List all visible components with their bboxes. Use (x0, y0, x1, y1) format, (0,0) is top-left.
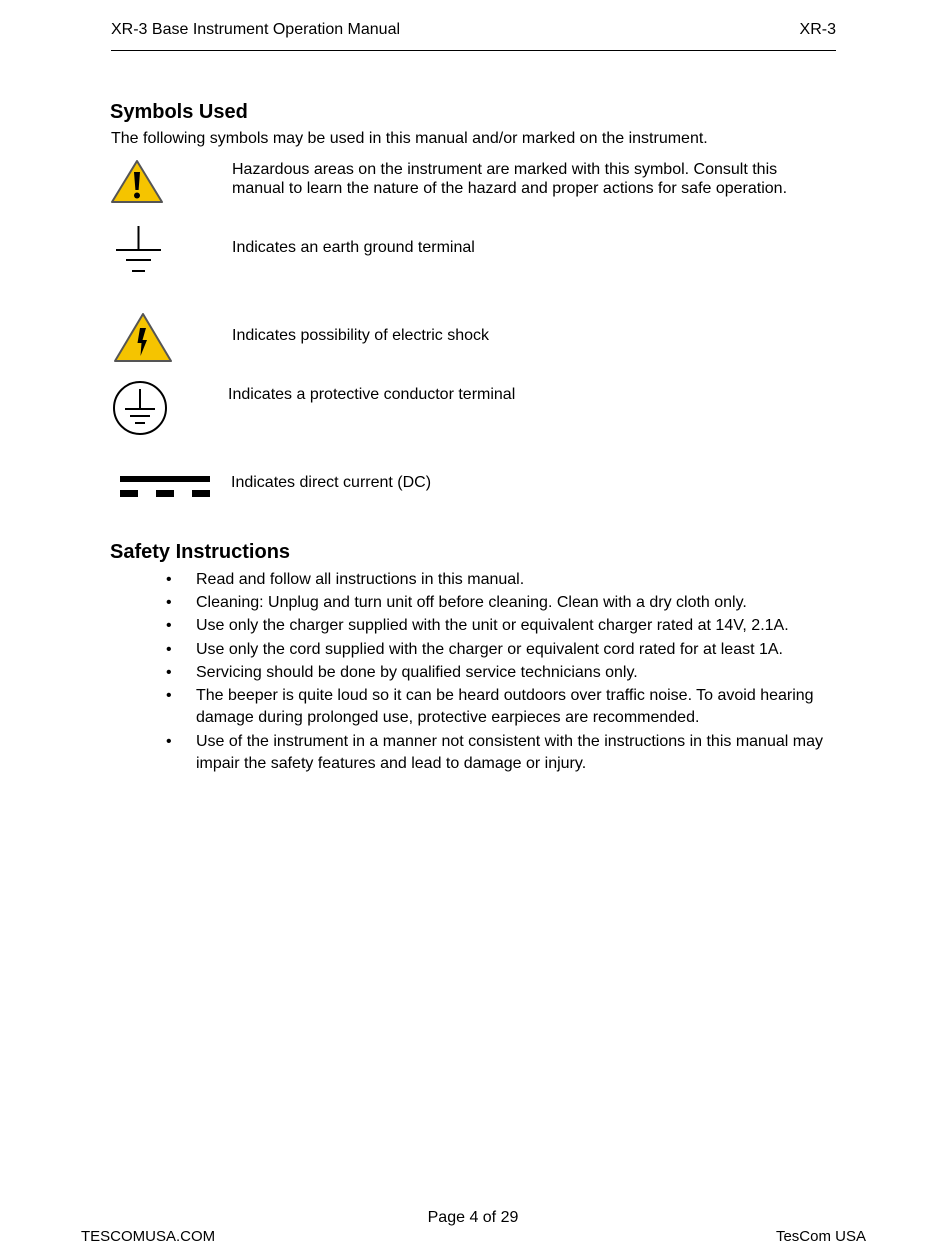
bullet-icon: • (166, 571, 172, 588)
header-divider (111, 50, 836, 51)
list-item (166, 615, 846, 638)
symbol-desc-earth: Indicates an earth ground terminal (232, 239, 475, 256)
page-number: Page 4 of 29 (427, 1209, 519, 1226)
symbol-desc-shock: Indicates possibility of electric shock (232, 327, 489, 344)
symbols-intro: The following symbols may be used in this manual and/or marked on the instrument. (111, 130, 708, 147)
footer-company: TesCom USA (775, 1228, 866, 1245)
bullet-icon: • (166, 594, 172, 612)
bullet-icon: • (166, 617, 172, 635)
list-item (166, 592, 846, 615)
symbol-desc-dc: Indicates direct current (DC) (231, 474, 432, 491)
safety-heading: Safety Instructions (110, 541, 291, 563)
list-item-text: Servicing should be done by qualified service technicians only. (196, 663, 638, 681)
manual-title: XR-3 Base Instrument Operation Manual (111, 21, 401, 38)
list-item (166, 685, 846, 730)
bullet-icon: • (166, 732, 172, 750)
list-item-text: Use only the cord supplied with the charger or equivalent cord rated for at least 1A. (196, 640, 783, 658)
model-label: XR-3 (799, 21, 836, 38)
earth-ground-icon (114, 226, 164, 281)
list-item-text: Use only the charger supplied with the unit or equivalent charger rated at 14V, 2.1A. (196, 617, 789, 635)
list-item (166, 662, 846, 685)
list-item-text: The beeper is quite loud so it can be heard outdoors over traffic noise. To avoid hearing damage during prolonged use, protective earpieces are recommended. (196, 686, 814, 727)
symbol-desc-protective: Indicates a protective conductor terminal (228, 386, 516, 403)
list-item (166, 639, 846, 662)
list-item (166, 569, 846, 592)
bullet-icon: • (166, 663, 172, 681)
warning-triangle-icon (110, 159, 164, 210)
protective-conductor-icon (112, 381, 168, 440)
list-item-text: Read and follow all instructions in this manual. (196, 571, 525, 588)
bullet-icon: • (166, 686, 172, 704)
bullet-icon: • (166, 640, 172, 658)
safety-list (166, 569, 846, 776)
list-item (166, 731, 846, 776)
symbols-heading: Symbols Used (110, 101, 248, 123)
list-item-text: Cleaning: Unplug and turn unit off before cleaning. Clean with a dry cloth only. (196, 594, 747, 612)
electric-shock-icon (113, 312, 173, 369)
direct-current-icon (120, 476, 212, 505)
symbol-desc-hazard: Hazardous areas on the instrument are marked with this symbol. Consult this manual to learn the nature of the hazard and proper actions for safe operation. (232, 161, 788, 197)
list-item-text: Use of the instrument in a manner not consistent with the instructions in this manual may impair the safety features and lead to damage or injury. (196, 732, 823, 773)
footer-website: TESCOMUSA.COM (81, 1228, 216, 1245)
